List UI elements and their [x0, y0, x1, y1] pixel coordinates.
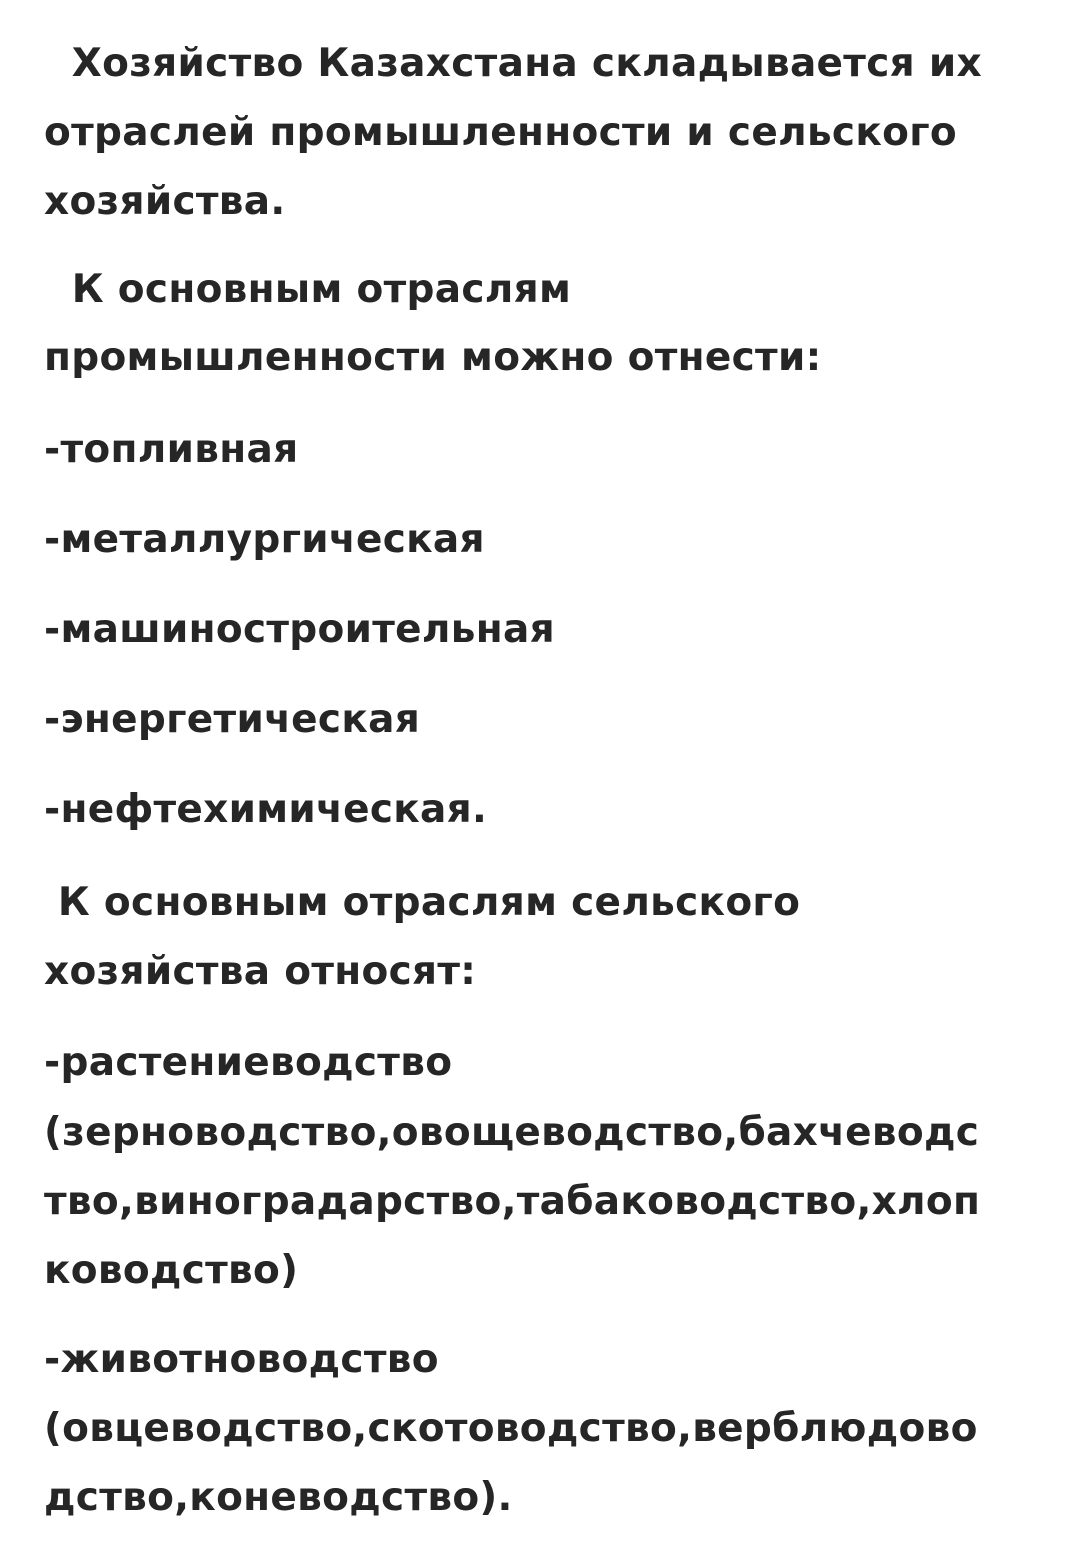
paragraph-1-line-1: Хозяйство Казахстана складывается их: [44, 41, 982, 86]
animal-husbandry-line-3: дство,коневодство).: [44, 1475, 513, 1520]
paragraph-2-line-2: промышленности можно отнести:: [44, 335, 822, 380]
paragraph-2-line-1: К основным отраслям: [44, 267, 572, 312]
industry-item-machine-building: -машиностроительная: [44, 607, 555, 652]
industry-item-energy: -энергетическая: [44, 697, 421, 742]
animal-husbandry-line-1: -животноводство: [44, 1337, 439, 1382]
crop-production-line-1: -растениеводство: [44, 1040, 453, 1085]
animal-husbandry-line-2: (овцеводство,скотоводство,верблюдово: [44, 1406, 978, 1451]
industry-item-metallurgy: -металлургическая: [44, 517, 485, 562]
agriculture-intro-line-1: К основным отраслям сельского: [44, 880, 801, 925]
paragraph-1-line-3: хозяйства.: [44, 179, 286, 224]
crop-production-line-3: тво,виноградарство,табаководство,хлоп: [44, 1179, 981, 1224]
crop-production-line-2: (зерноводство,овощеводство,бахчеводс: [44, 1110, 980, 1155]
paragraph-1-line-2: отраслей промышленности и сельского: [44, 110, 957, 155]
agriculture-intro-line-2: хозяйства относят:: [44, 949, 477, 994]
crop-production-line-4: ководство): [44, 1248, 299, 1293]
industry-item-petrochemical: -нефтехимическая.: [44, 787, 488, 832]
industry-item-fuel: -топливная: [44, 427, 299, 472]
